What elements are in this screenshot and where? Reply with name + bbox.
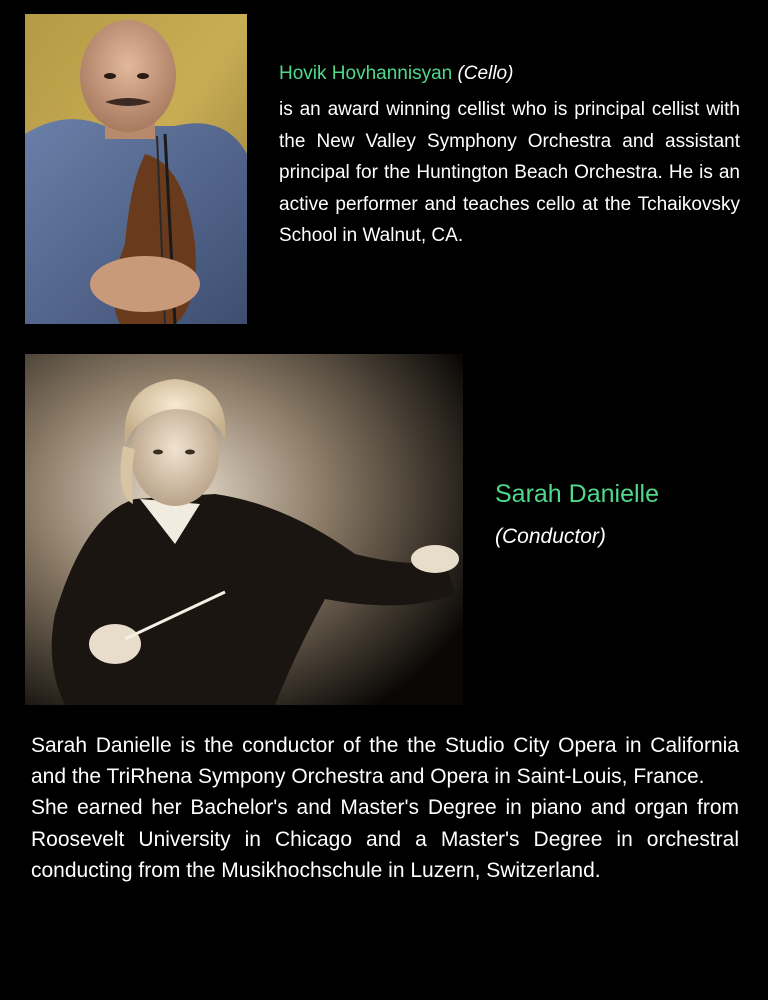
sarah-bio-paragraph: She earned her Bachelor's and Master's Degree in piano and organ from Roosevelt University in Chicago and a Master's Degree in orchestral conducting from the Musikhochschule in Luzern, Switzerland. (31, 796, 739, 882)
hovik-portrait-photo (25, 14, 247, 324)
hovik-name: Hovik Hovhannisyan (279, 63, 453, 84)
sarah-bio-paragraph: Sarah Danielle is the conductor of the the Studio City Opera in California and the TriRhena Sympony Orchestra and Opera in Saint-Louis, France. (31, 734, 739, 789)
sarah-bio-section (31, 730, 739, 886)
hovik-bio-text: is an award winning cellist who is principal cellist with the New Valley Symphony Orchestra and assistant principal for the Huntington Beach Orchestra. He is an active performer and teaches cello at the Tchaikovsky School in Walnut, CA. (279, 99, 740, 246)
sarah-name: Sarah Danielle (495, 480, 659, 508)
hovik-heading (279, 60, 740, 88)
sarah-role: (Conductor) (495, 525, 606, 548)
hovik-role: (Cello) (457, 63, 514, 84)
sarah-portrait-photo (25, 354, 463, 705)
hovik-bio-section (279, 60, 740, 252)
sarah-heading-section (495, 476, 735, 552)
